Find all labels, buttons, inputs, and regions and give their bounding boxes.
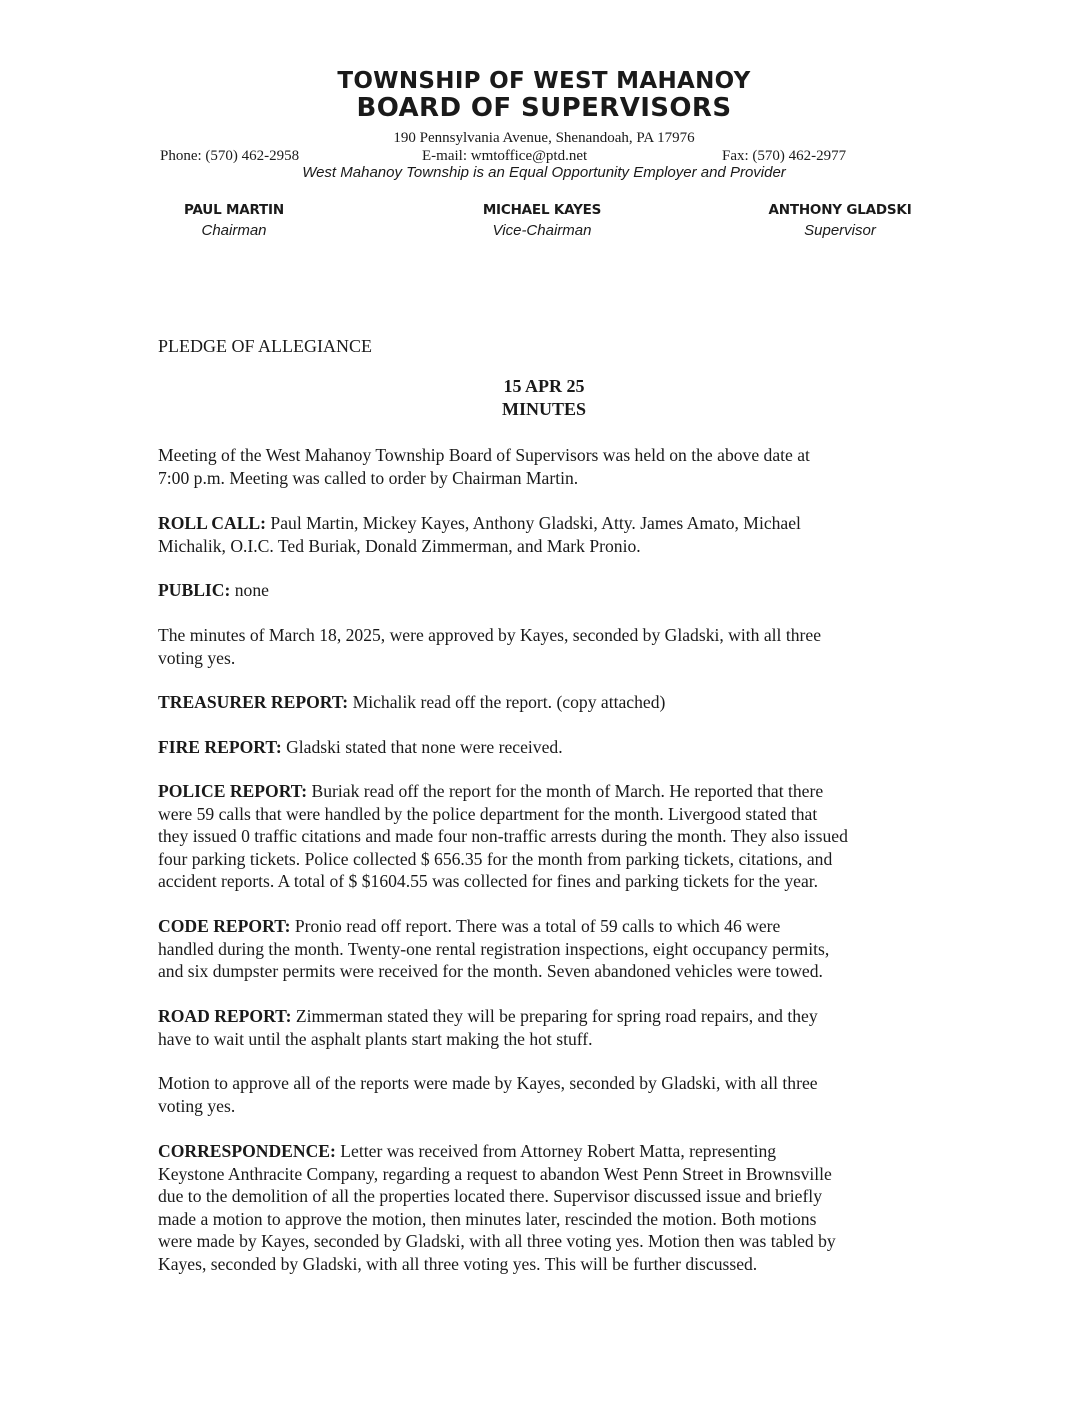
public-section: [158, 579, 928, 602]
road-text: have to wait until the asphalt plants start making the hot stuff.: [158, 1028, 593, 1049]
intro-line: 7:00 p.m. Meeting was called to order by Chairman Martin.: [158, 467, 579, 488]
treasurer-report-section: [158, 691, 928, 714]
road-text: Zimmerman stated they will be preparing for spring road repairs, and they: [291, 1006, 818, 1026]
minutes-approval-line: The minutes of March 18, 2025, were approved by Kayes, seconded by Gladski, with all three: [158, 625, 822, 645]
police-report-section: [158, 780, 928, 893]
correspondence-text: Kayes, seconded by Gladski, with all three voting yes. This will be further discussed.: [158, 1253, 758, 1274]
officer-vice-chairman: [442, 202, 642, 239]
motion-reports-paragraph: [158, 1072, 928, 1117]
phone-number: Phone: (570) 462-2958: [160, 148, 300, 164]
equal-opportunity-statement: West Mahanoy Township is an Equal Opportunity Employer and Provider: [302, 164, 786, 181]
police-text: accident reports. A total of $ $1604.55 was collected for fines and parking tickets for the year.: [158, 871, 819, 891]
police-text: were 59 calls that were handled by the police department for the month. Livergood stated that: [158, 803, 818, 824]
treasurer-label: TREASURER REPORT:: [158, 692, 349, 712]
fire-label: FIRE REPORT:: [158, 737, 282, 757]
motion-line: voting yes.: [158, 1095, 236, 1116]
treasurer-text: Michalik read off the report. (copy attached): [348, 692, 666, 712]
correspondence-text: due to the demolition of all the properties located there. Supervisor discussed issue and briefly: [158, 1186, 822, 1206]
officer-supervisor: [740, 202, 940, 239]
roll-call-text: Paul Martin, Mickey Kayes, Anthony Gladski, Atty. James Amato, Michael: [266, 513, 801, 533]
minutes-approval-paragraph: [158, 624, 928, 669]
code-text: and six dumpster permits were received for the month. Seven abandoned vehicles were towed.: [158, 961, 823, 981]
minutes-heading: MINUTES: [501, 399, 586, 419]
intro-line: Meeting of the West Mahanoy Township Board of Supervisors was held on the above date at: [158, 445, 810, 465]
officer-name: MICHAEL KAYES: [482, 202, 602, 218]
public-text: none: [230, 580, 269, 600]
pledge-of-allegiance: PLEDGE OF ALLEGIANCE: [158, 336, 372, 356]
township-title: TOWNSHIP OF WEST MAHANOY: [337, 68, 751, 94]
police-label: POLICE REPORT:: [158, 781, 308, 801]
board-title: BOARD OF SUPERVISORS: [356, 93, 732, 123]
meeting-date: 15 APR 25: [503, 376, 585, 396]
correspondence-text: Keystone Anthracite Company, regarding a request to abandon West Penn Street in Brownsville: [158, 1163, 832, 1184]
code-text: handled during the month. Twenty-one rental registration inspections, eight occupancy permits,: [158, 938, 830, 959]
code-report-section: [158, 915, 928, 983]
road-report-section: [158, 1005, 928, 1050]
correspondence-label: CORRESPONDENCE:: [158, 1141, 336, 1161]
correspondence-text: made a motion to approve the motion, then minutes later, rescinded the motion. Both motions: [158, 1208, 817, 1229]
police-text: Buriak read off the report for the month of March. He reported that there: [307, 781, 824, 801]
intro-paragraph: [158, 444, 928, 489]
officer-name: PAUL MARTIN: [184, 202, 284, 218]
officer-role: Supervisor: [804, 222, 876, 239]
email-address: E-mail: wmtoffice@ptd.net: [422, 148, 588, 164]
officer-role: Vice-Chairman: [492, 222, 592, 239]
public-label: PUBLIC:: [158, 580, 231, 600]
roll-call-text: Michalik, O.I.C. Ted Buriak, Donald Zimmerman, and Mark Pronio.: [158, 535, 641, 556]
fire-report-section: [158, 736, 928, 759]
officer-role: Chairman: [201, 222, 267, 239]
fire-text: Gladski stated that none were received.: [281, 737, 563, 757]
motion-line: Motion to approve all of the reports were made by Kayes, seconded by Gladski, with all three: [158, 1073, 818, 1093]
minutes-approval-line: voting yes.: [158, 647, 236, 668]
correspondence-text: Letter was received from Attorney Robert Matta, representing: [335, 1141, 777, 1161]
officer-name: ANTHONY GLADSKI: [768, 202, 912, 218]
police-text: they issued 0 traffic citations and made four non-traffic arrests during the month. They also issued: [158, 826, 848, 846]
correspondence-text: were made by Kayes, seconded by Gladski, with all three voting yes. Motion then was tabled by: [158, 1231, 836, 1251]
code-label: CODE REPORT:: [158, 916, 291, 936]
road-label: ROAD REPORT:: [158, 1006, 292, 1026]
fax-number: Fax: (570) 462-2977: [722, 148, 847, 164]
address: 190 Pennsylvania Avenue, Shenandoah, PA 17976: [393, 130, 695, 146]
police-text: four parking tickets. Police collected $ 656.35 for the month from parking tickets, citations, and: [158, 848, 833, 869]
correspondence-section: [158, 1140, 928, 1275]
roll-call-label: ROLL CALL:: [158, 513, 267, 533]
code-text: Pronio read off report. There was a total of 59 calls to which 46 were: [290, 916, 781, 936]
officer-chairman: [134, 202, 334, 239]
roll-call-section: [158, 512, 928, 557]
